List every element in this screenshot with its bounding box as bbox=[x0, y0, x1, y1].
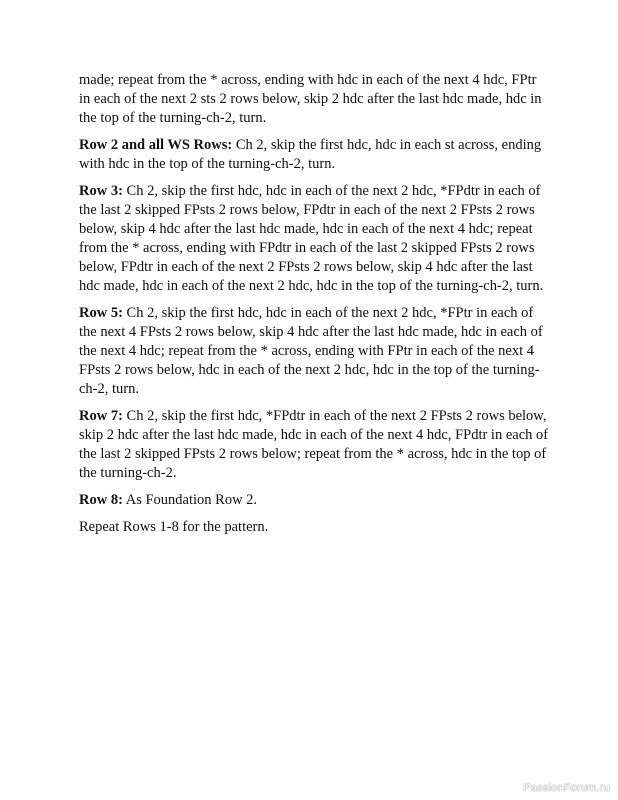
paragraph-row-1-continuation bbox=[79, 71, 549, 128]
row-label: Row 3: bbox=[79, 183, 123, 199]
row-label: Row 5: bbox=[79, 305, 123, 321]
row-instructions: Ch 2, skip the first hdc, *FPdtr in each of the next 2 FPsts 2 rows below, skip 2 hdc after the last hdc made, hdc in each of the next 4 hdc, FPdtr in each of the last 2 skipped FPsts 2 rows below; repeat from the * across, hdc in the top of the turning-ch-2. bbox=[79, 408, 549, 481]
paragraph-row-3 bbox=[79, 182, 549, 296]
paragraph-row-8 bbox=[79, 491, 549, 510]
row-instructions: As Foundation Row 2. bbox=[122, 492, 258, 508]
paragraph-row-7 bbox=[79, 407, 549, 483]
row-instructions: Repeat Rows 1-8 for the pattern. bbox=[79, 519, 269, 535]
row-label: Row 2 and all WS Rows: bbox=[79, 137, 233, 153]
site-watermark: PassionForum.ru bbox=[523, 782, 610, 794]
paragraph-repeat-note bbox=[79, 518, 549, 537]
document-page bbox=[79, 71, 549, 545]
row-instructions: Ch 2, skip the first hdc, hdc in each st across, ending with hdc in the top of the turning-ch-2, turn. bbox=[79, 137, 542, 172]
row-label: Row 8: bbox=[79, 492, 123, 508]
paragraph-row-2-ws-rows bbox=[79, 136, 549, 174]
row-instructions: Ch 2, skip the first hdc, hdc in each of the next 2 hdc, *FPdtr in each of the last 2 skipped FPsts 2 rows below, FPdtr in each of the next 2 FPsts 2 rows below, skip 4 hdc after the last hdc made, hdc in each of the next 4 hdc; repeat from the * across, ending with FPdtr in each of the last 2 skipped FPsts 2 rows below, FPdtr in each of the next 2 FPsts 2 rows below, skip 4 hdc after the last hdc made, hdc in each of the next 2 hdc, hdc in the top of the turning-ch-2, turn. bbox=[79, 183, 544, 294]
paragraph-row-5 bbox=[79, 304, 549, 399]
row-label: Row 7: bbox=[79, 408, 123, 424]
row-instructions: Ch 2, skip the first hdc, hdc in each of the next 2 hdc, *FPtr in each of the next 4 FPsts 2 rows below, skip 4 hdc after the last hdc made, hdc in each of the next 4 hdc; repeat from the * across, ending with FPtr in each of the next 4 FPsts 2 rows below, hdc in each of the next 2 hdc, hdc in the top of the turning-ch-2, turn. bbox=[79, 305, 543, 397]
row-instructions: made; repeat from the * across, ending with hdc in each of the next 4 hdc, FPtr in each of the next 2 sts 2 rows below, skip 2 hdc after the last hdc made, hdc in the top of the turning-ch-2, turn. bbox=[79, 72, 542, 126]
